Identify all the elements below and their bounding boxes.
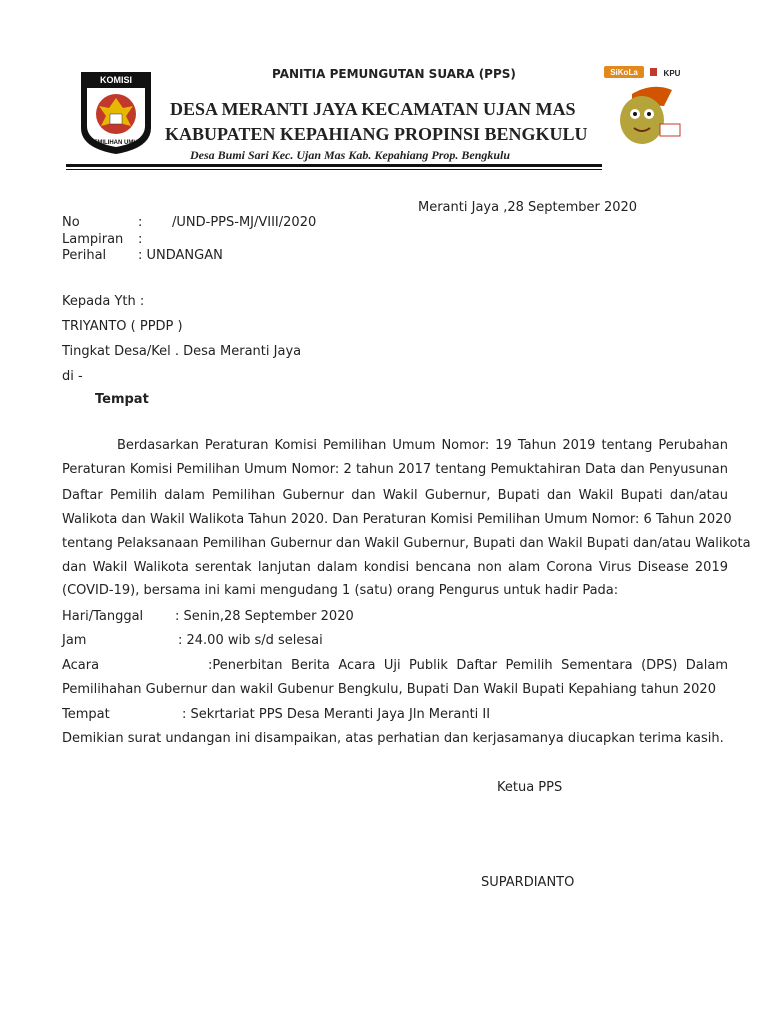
letterhead-committee: PANITIA PEMUNGUTAN SUARA (PPS) bbox=[272, 67, 516, 81]
recipient-tempat: Tempat bbox=[95, 392, 149, 407]
recipient-name: TRIYANTO ( PPDP ) bbox=[62, 319, 183, 334]
place-date: Meranti Jaya ,28 September 2020 bbox=[418, 200, 638, 215]
kpu-logo-top-text: KOMISI bbox=[99, 75, 133, 85]
recipient-greeting: Kepada Yth : bbox=[62, 294, 145, 309]
body-line: Peraturan Komisi Pemilihan Umum Nomor: 2 tahun 2017 tentang Pemuktahiran Data dan Penyusunan bbox=[62, 462, 728, 477]
sikola-mascot-icon bbox=[602, 64, 688, 154]
kpu-small-text: KPU bbox=[663, 69, 681, 78]
meta-lampiran-sep: : bbox=[138, 232, 143, 247]
meta-no-sep: : bbox=[138, 215, 143, 230]
meta-lampiran-label: Lampiran bbox=[62, 232, 124, 247]
recipient-level: Tingkat Desa/Kel . Desa Meranti Jaya bbox=[62, 344, 302, 359]
body-line: Berdasarkan Peraturan Komisi Pemilihan Umum Nomor: 19 Tahun 2019 tentang Perubahan bbox=[117, 438, 728, 453]
meta-no-value: /UND-PPS-MJ/VIII/2020 bbox=[172, 215, 317, 230]
meta-perihal-value: : UNDANGAN bbox=[138, 248, 223, 263]
meta-perihal-label: Perihal bbox=[62, 248, 107, 263]
letterhead-regency: KABUPATEN KEPAHIANG PROPINSI BENGKULU bbox=[165, 124, 588, 144]
body-line: Walikota dan Wakil Walikota Tahun 2020. Dan Peraturan Komisi Pemilihan Umum Nomor: 6 Tahun 2020 bbox=[62, 512, 732, 527]
closing-sentence: Demikian surat undangan ini disampaikan, atas perhatian dan kerjasamanya diucapkan terima kasih. bbox=[62, 731, 724, 746]
meta-no-label: No bbox=[62, 215, 80, 230]
letterhead-rule-thick bbox=[66, 164, 602, 167]
kpu-logo-icon bbox=[77, 68, 155, 156]
body-line: (COVID-19), bersama ini kami mengudang 1 (satu) orang Pengurus untuk hadir Pada: bbox=[62, 583, 619, 598]
detail-agenda-label: Acara bbox=[62, 658, 100, 673]
letterhead-rule-thin bbox=[66, 169, 602, 170]
detail-time-value: : 24.00 wib s/d selesai bbox=[178, 633, 323, 648]
recipient-di: di - bbox=[62, 369, 83, 384]
detail-time-label: Jam bbox=[62, 633, 87, 648]
detail-day-value: : Senin,28 September 2020 bbox=[175, 609, 354, 624]
body-line: dan Wakil Walikota serentak lanjutan dalam kondisi bencana non alam Corona Virus Disease 2019 bbox=[62, 560, 728, 575]
signature-name: SUPARDIANTO bbox=[481, 875, 575, 890]
sikola-brand-text: SiKoLa bbox=[610, 68, 638, 77]
detail-day-label: Hari/Tanggal bbox=[62, 609, 144, 624]
body-line: Daftar Pemilih dalam Pemilihan Gubernur dan Wakil Gubernur, Bupati dan Wakil Bupati dan/atau bbox=[62, 488, 728, 503]
detail-agenda-line2: Pemilihahan Gubernur dan wakil Gubenur Bengkulu, Bupati Dan Wakil Bupati Kepahiang tahun 2020 bbox=[62, 682, 716, 697]
detail-place-label: Tempat bbox=[62, 707, 110, 722]
body-line: tentang Pelaksanaan Pemilihan Gubernur dan Wakil Gubernur, Bupati dan Wakil Bupati dan/atau Walikota bbox=[62, 536, 751, 551]
letterhead-address: Desa Bumi Sari Kec. Ujan Mas Kab. Kepahiang Prop. Bengkulu bbox=[190, 148, 511, 162]
detail-place-value: : Sekrtariat PPS Desa Meranti Jaya Jln Meranti II bbox=[182, 707, 491, 722]
letterhead-village: DESA MERANTI JAYA KECAMATAN UJAN MAS bbox=[170, 99, 576, 119]
detail-agenda-line1: :Penerbitan Berita Acara Uji Publik Daftar Pemilih Sementara (DPS) Dalam bbox=[208, 658, 728, 673]
signature-title: Ketua PPS bbox=[497, 780, 563, 795]
kpu-logo-ring-text: PEMILIHAN UMUM bbox=[89, 140, 143, 146]
